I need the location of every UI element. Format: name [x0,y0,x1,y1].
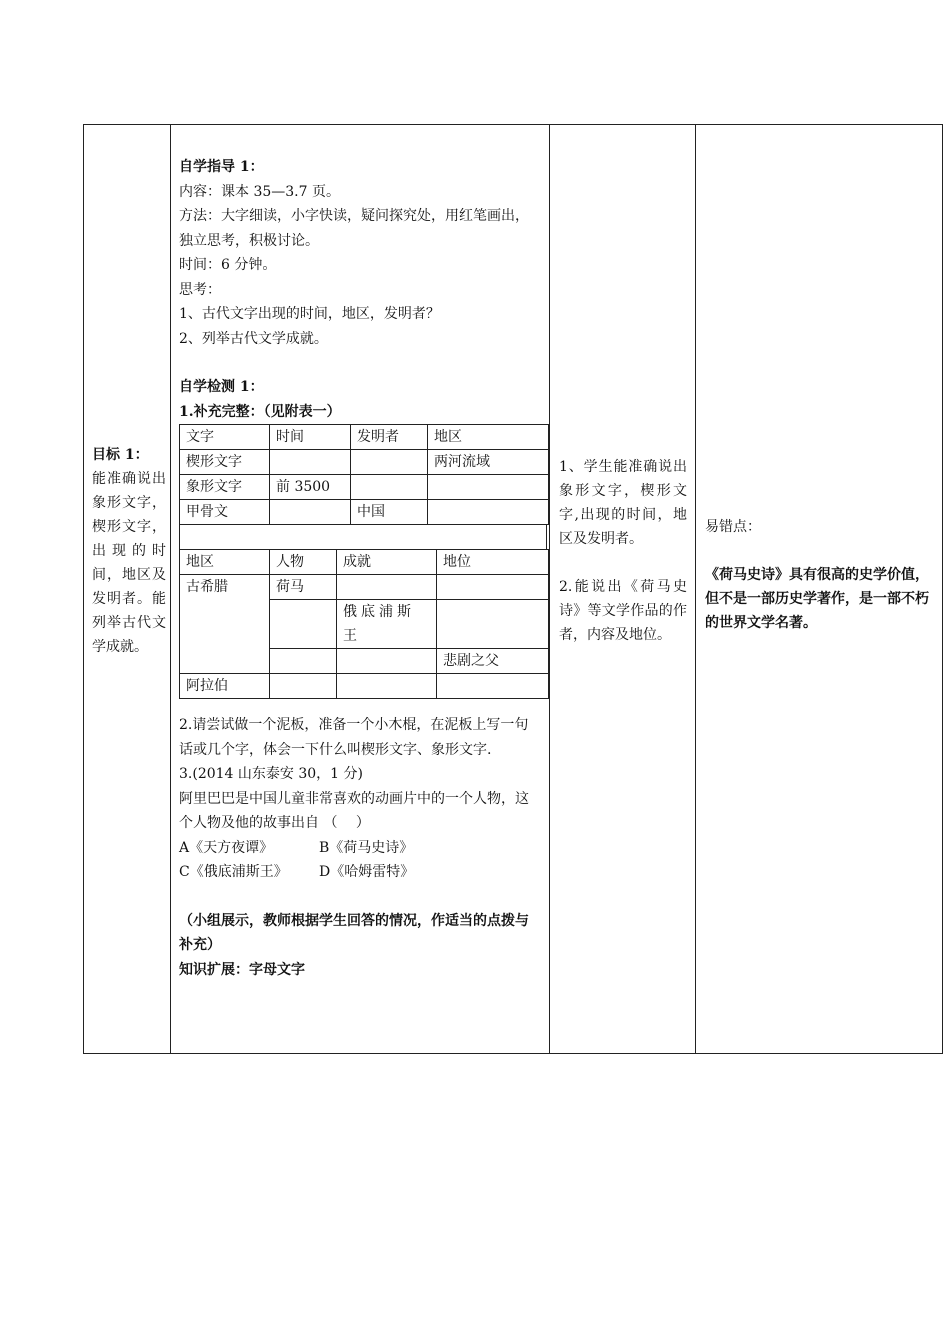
option-c: C《俄底浦斯王》 [179,864,288,880]
table-header-row [180,550,549,575]
table-cell [270,649,337,674]
table-header: 成就 [337,550,437,575]
question-3-source: 3.(2014 山东泰安 30，1 分) [179,766,363,782]
table-header: 地位 [437,550,549,575]
option-d: D《哈姆雷特》 [319,864,415,880]
table-cell [270,450,351,475]
table-cell [428,500,549,525]
table-cell [270,674,337,699]
table-header: 人物 [270,550,337,575]
objectives-cell [550,125,696,1054]
table-cell [270,600,337,649]
table-cell: 前 3500 [270,475,351,500]
guide-heading: 自学指导 1： [179,159,264,175]
guide-line: 方法：大字细读，小字快读，疑问探究处，用红笔画出，独立思考，积极讨论。 [179,208,529,249]
table-header: 发明者 [351,425,428,450]
table-header-row [180,425,549,450]
question-3-options-row [179,836,541,861]
lesson-plan-table [83,124,943,1054]
guide-line: 思考： [179,281,221,298]
table-cell [337,575,437,600]
pitfall-cell [696,125,943,1054]
table-cell: 中国 [351,500,428,525]
table-cell: 阿拉伯 [180,674,270,699]
table-cell: 甲骨文 [180,500,270,525]
option-a: A《天方夜谭》 [179,839,274,856]
literature-table [179,549,549,699]
goal-cell [84,125,171,1054]
table-row [180,674,549,699]
guide-line: 2、列举古代文学成就。 [179,330,328,347]
table-header: 时间 [270,425,351,450]
knowledge-extension: 知识扩展：字母文字 [179,961,305,978]
question-3-stem: 阿里巴巴是中国儿童非常喜欢的动画片中的一个人物，这个人物及他的故事出自 （ ） [179,790,529,831]
table-cell [437,674,549,699]
question-2: 2.请尝试做一个泥板，准备一个小木棍，在泥板上写一句话或几个字，体会一下什么叫楔形文字、象形文字. [179,717,529,758]
guide-cell [171,125,550,1054]
table-row [180,475,549,500]
scripts-table [179,424,549,525]
table-cell [337,674,437,699]
table-cell [351,450,428,475]
table-cell [428,475,549,500]
table-cell: 两河流域 [428,450,549,475]
table-header: 文字 [180,425,270,450]
table-cell: 俄底浦斯王 [337,600,437,649]
option-b: B《荷马史诗》 [319,839,414,856]
table-row [180,450,549,475]
table-header: 地区 [180,550,270,575]
table-cell: 象形文字 [180,475,270,500]
table-cell [351,475,428,500]
table-cell [437,575,549,600]
guide-line: 内容：课本 35—3.7 页。 [179,183,340,200]
table-cell: 楔形文字 [180,450,270,475]
group-note: （小组展示，教师根据学生回答的情况，作适当的点拨与补充） [179,912,529,953]
guide-line: 1、古代文字出现的时间，地区，发明者？ [179,306,440,322]
fill-heading: 1.补充完整：（见附表一） [179,403,341,420]
table-row [180,500,549,525]
table-cell: 悲剧之父 [437,649,549,674]
pitfall-text: 《荷马史诗》具有很高的史学价值，但不是一部历史学著作，是一部不朽的世界文学名著。 [705,567,929,631]
table-header: 地区 [428,425,549,450]
table-row [180,575,549,600]
goal-heading: 目标 1： [92,447,149,463]
objective-1: 1、学生能准确说出象形文字，楔形文字,出现的时间，地区及发明者。 [559,459,687,547]
table-cell [437,600,549,649]
table-cell: 古希腊 [180,575,270,674]
table-cell: 荷马 [270,575,337,600]
question-3-options-row [179,860,541,885]
objective-2: 2.能说出《荷马史诗》等文学作品的作者，内容及地位。 [559,579,687,643]
pitfall-label: 易错点： [705,519,761,535]
table-cell [337,649,437,674]
table-cell [270,500,351,525]
test-heading: 自学检测 1： [179,379,264,395]
goal-text: 能准确说出象形文字，楔形文字，出现的时间，地区及发明者。能列举古代文学成就。 [92,471,166,655]
guide-line: 时间：6 分钟。 [179,257,277,273]
